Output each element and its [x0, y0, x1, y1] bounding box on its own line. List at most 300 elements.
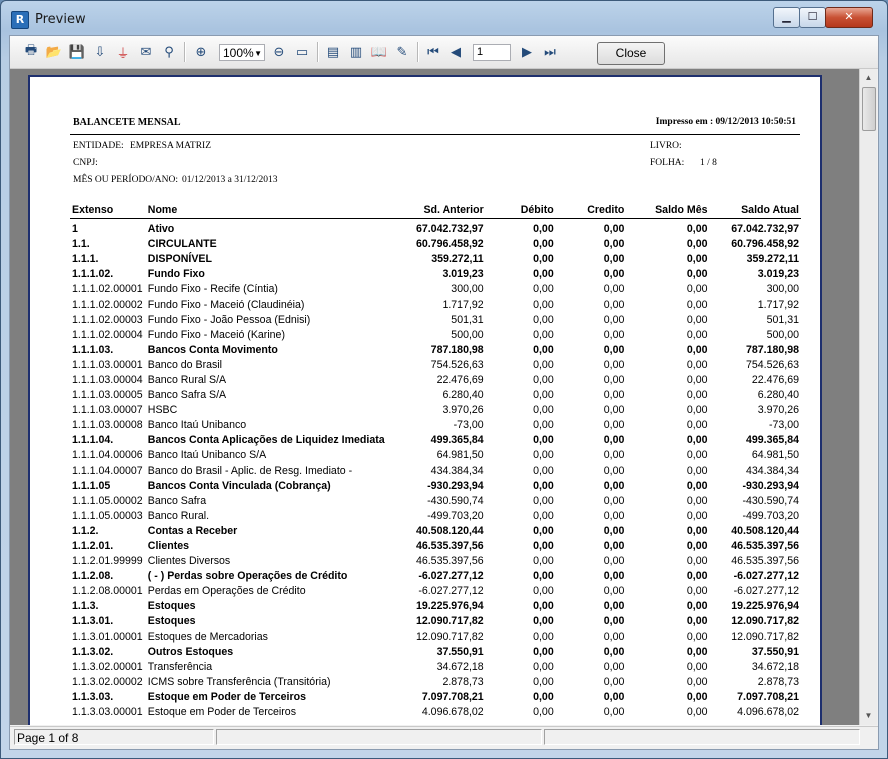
scroll-up-icon[interactable]: ▲ — [864, 73, 873, 82]
cell-saldo-mes: 0,00 — [686, 419, 708, 432]
cell-debito: 0,00 — [533, 690, 554, 703]
cell-extenso: 1.1.1.05.00003 — [72, 509, 143, 522]
cell-saldo-atual: -6.027.277,12 — [733, 570, 799, 583]
client-area — [9, 35, 879, 750]
cell-nome: Fundo Fixo - Maceió (Karine) — [147, 328, 285, 341]
table-row — [70, 433, 801, 448]
cell-saldo-atual: 67.042.732,97 — [731, 223, 799, 236]
cell-nome: Estoques — [147, 615, 196, 628]
cell-saldo-mes: 0,00 — [686, 600, 708, 613]
cell-extenso: 1.1.3.02.00002 — [72, 675, 143, 688]
cell-saldo-atual: 2.878,73 — [757, 675, 799, 688]
scroll-down-icon[interactable]: ▼ — [864, 711, 873, 720]
cell-sd-anterior: 500,00 — [451, 328, 484, 341]
table-row — [70, 373, 801, 388]
close-button[interactable]: Close — [597, 42, 665, 65]
cell-debito: 0,00 — [533, 313, 554, 326]
col-saldo-atual: Saldo Atual — [710, 202, 801, 219]
cell-saldo-mes: 0,00 — [686, 524, 708, 537]
book-icon[interactable]: 📖 — [370, 44, 388, 60]
cell-saldo-mes: 0,00 — [686, 389, 708, 402]
cell-credito: 0,00 — [603, 494, 625, 507]
cell-saldo-mes: 0,00 — [686, 223, 708, 236]
cell-saldo-atual: 434.384,34 — [745, 464, 799, 477]
cell-saldo-mes: 0,00 — [686, 540, 708, 553]
cell-nome: Estoque em Poder de Terceiros — [147, 690, 306, 703]
cell-debito: 0,00 — [533, 449, 554, 462]
cell-sd-anterior: -6.027.277,12 — [418, 585, 484, 598]
cell-extenso: 1.1.1.02. — [72, 268, 114, 281]
cell-saldo-mes: 0,00 — [686, 298, 708, 311]
table-row — [70, 509, 801, 524]
cell-saldo-mes: 0,00 — [686, 373, 708, 386]
cell-extenso: 1.1.3.02.00001 — [72, 660, 143, 673]
cell-saldo-atual: -73,00 — [768, 419, 799, 432]
cell-debito: 0,00 — [533, 268, 554, 281]
table-row — [70, 358, 801, 373]
cell-extenso: 1.1.2.01. — [72, 540, 114, 553]
cell-saldo-atual: 46.535.397,56 — [731, 540, 799, 553]
col-nome: Nome — [146, 202, 387, 219]
cell-saldo-atual: 60.796.458,92 — [731, 238, 799, 251]
table-row — [70, 343, 801, 358]
cell-credito: 0,00 — [603, 675, 625, 688]
cell-debito: 0,00 — [533, 600, 554, 613]
report-viewport[interactable] — [10, 69, 859, 725]
table-header-row — [70, 202, 801, 219]
cell-nome: Transferência — [147, 660, 213, 673]
table-row — [70, 494, 801, 509]
cell-extenso: 1.1.3.03. — [72, 690, 114, 703]
cell-saldo-atual: 754.526,63 — [745, 358, 799, 371]
cell-debito: 0,00 — [533, 373, 554, 386]
cell-debito: 0,00 — [533, 555, 554, 568]
cell-sd-anterior: 12.090.717,82 — [415, 630, 484, 643]
table-row — [70, 479, 801, 494]
cell-sd-anterior: 754.526,63 — [430, 358, 484, 371]
cell-credito: 0,00 — [603, 404, 625, 417]
cell-extenso: 1.1.1.03.00008 — [72, 419, 143, 432]
print-icon[interactable]: 🖶 — [24, 43, 38, 58]
cell-debito: 0,00 — [533, 389, 554, 402]
toolbar-separator — [317, 42, 319, 62]
cell-saldo-atual: 37.550,91 — [751, 645, 799, 658]
balance-table — [70, 202, 801, 720]
cell-saldo-atual: 501,31 — [766, 313, 799, 326]
cell-debito: 0,00 — [533, 645, 554, 658]
prev-page-icon[interactable]: ◀ — [451, 44, 461, 60]
cell-extenso: 1 — [72, 223, 78, 236]
cell-saldo-mes: 0,00 — [686, 555, 708, 568]
cell-sd-anterior: 67.042.732,97 — [415, 223, 484, 236]
cell-nome: Banco Itaú Unibanco — [147, 419, 247, 432]
cell-sd-anterior: 37.550,91 — [436, 645, 484, 658]
cell-debito: 0,00 — [533, 570, 554, 583]
cell-nome: CIRCULANTE — [147, 238, 217, 251]
cell-nome: Clientes Diversos — [147, 555, 231, 568]
open-icon[interactable]: 📂 — [45, 44, 63, 60]
cell-saldo-mes: 0,00 — [686, 404, 708, 417]
cell-nome: Ativo — [147, 223, 175, 236]
cell-saldo-mes: 0,00 — [686, 464, 708, 477]
cell-debito: 0,00 — [533, 660, 554, 673]
cell-saldo-atual: 34.672,18 — [751, 660, 799, 673]
cell-sd-anterior: -499.703,20 — [427, 509, 484, 522]
cell-saldo-atual: 19.225.976,94 — [731, 600, 799, 613]
table-row — [70, 705, 801, 720]
cell-extenso: 1.1.1.02.00003 — [72, 313, 143, 326]
close-window-button[interactable]: ✕ — [825, 7, 873, 28]
cell-saldo-mes: 0,00 — [686, 585, 708, 598]
cell-sd-anterior: 359.272,11 — [431, 253, 484, 266]
cell-saldo-mes: 0,00 — [686, 509, 708, 522]
cell-credito: 0,00 — [603, 253, 625, 266]
cell-saldo-mes: 0,00 — [686, 690, 708, 703]
cell-debito: 0,00 — [533, 253, 554, 266]
cell-credito: 0,00 — [603, 540, 625, 553]
cell-saldo-mes: 0,00 — [686, 238, 708, 251]
cell-debito: 0,00 — [533, 238, 554, 251]
find-icon[interactable]: ⚲ — [164, 44, 174, 60]
cell-nome: ( - ) Perdas sobre Operações de Crédito — [147, 570, 348, 583]
zoom-value: 100% — [223, 46, 254, 60]
table-body — [70, 219, 801, 721]
cell-nome: Estoques — [147, 600, 196, 613]
cell-nome: Bancos Conta Aplicações de Liquidez Imediata — [147, 434, 385, 447]
entidade-label: ENTIDADE: — [73, 141, 124, 151]
table-row — [70, 584, 801, 599]
cell-credito: 0,00 — [603, 343, 625, 356]
cell-sd-anterior: -430.590,74 — [427, 494, 484, 507]
cell-credito: 0,00 — [603, 313, 625, 326]
table-row — [70, 675, 801, 690]
email-icon[interactable]: ✉ — [140, 44, 152, 60]
table-row — [70, 313, 801, 328]
status-page: Page 1 of 8 — [14, 729, 214, 745]
table-row — [70, 539, 801, 554]
cell-debito: 0,00 — [533, 404, 554, 417]
report-page — [28, 75, 822, 725]
cell-sd-anterior: 3.019,23 — [442, 268, 484, 281]
col-extenso: Extenso — [70, 202, 146, 219]
cell-sd-anterior: 434.384,34 — [430, 464, 484, 477]
cell-saldo-mes: 0,00 — [686, 645, 708, 658]
pdf-icon[interactable]: ⏚ — [116, 46, 130, 62]
window-title: Preview — [35, 12, 86, 27]
cell-saldo-atual: 1.717,92 — [757, 298, 799, 311]
cell-saldo-mes: 0,00 — [686, 343, 708, 356]
cell-extenso: 1.1.1.04.00007 — [72, 464, 143, 477]
cell-saldo-mes: 0,00 — [686, 494, 708, 507]
last-page-icon[interactable]: ⏭ — [544, 44, 556, 60]
cell-credito: 0,00 — [603, 600, 625, 613]
cell-sd-anterior: -73,00 — [453, 419, 484, 432]
full-page-icon[interactable]: ▭ — [295, 44, 309, 60]
cell-credito: 0,00 — [603, 630, 625, 643]
cell-debito: 0,00 — [533, 283, 554, 296]
page-number-input[interactable]: 1 — [473, 44, 511, 61]
cell-extenso: 1.1.3.03.00001 — [72, 706, 143, 719]
cell-extenso: 1.1.3.02. — [72, 645, 114, 658]
livro-label: LIVRO: — [650, 141, 682, 151]
status-panel — [544, 729, 860, 745]
cell-nome: HSBC — [147, 404, 178, 417]
cell-debito: 0,00 — [533, 630, 554, 643]
cell-debito: 0,00 — [533, 494, 554, 507]
toolbar — [10, 36, 878, 69]
cell-saldo-atual: 499.365,84 — [745, 434, 799, 447]
cell-nome: Banco Itaú Unibanco S/A — [147, 449, 267, 462]
scroll-thumb[interactable] — [862, 87, 876, 131]
table-row — [70, 267, 801, 282]
cell-debito: 0,00 — [533, 358, 554, 371]
cell-credito: 0,00 — [603, 419, 625, 432]
cell-saldo-mes: 0,00 — [686, 434, 708, 447]
cell-saldo-mes: 0,00 — [686, 570, 708, 583]
chevron-down-icon: ▼ — [254, 49, 262, 58]
maximize-button[interactable]: ☐ — [799, 7, 826, 28]
cell-debito: 0,00 — [533, 524, 554, 537]
cell-credito: 0,00 — [603, 690, 625, 703]
cell-debito: 0,00 — [533, 509, 554, 522]
cell-extenso: 1.1.1.02.00002 — [72, 298, 143, 311]
cell-sd-anterior: 3.970,26 — [442, 404, 484, 417]
cell-saldo-mes: 0,00 — [686, 358, 708, 371]
cell-credito: 0,00 — [603, 389, 625, 402]
cell-sd-anterior: 40.508.120,44 — [415, 524, 484, 537]
cell-sd-anterior: -6.027.277,12 — [418, 570, 484, 583]
cell-nome: Estoques de Mercadorias — [147, 630, 268, 643]
cell-nome: Bancos Conta Movimento — [147, 343, 278, 356]
table-row — [70, 569, 801, 584]
cell-credito: 0,00 — [603, 268, 625, 281]
cell-extenso: 1.1.3. — [72, 600, 99, 613]
app-icon: R — [11, 11, 29, 29]
table-row — [70, 630, 801, 645]
cell-sd-anterior: 46.535.397,56 — [415, 555, 484, 568]
cell-debito: 0,00 — [533, 328, 554, 341]
save-icon[interactable]: 💾 — [68, 44, 86, 60]
cell-sd-anterior: 787.180,98 — [430, 343, 484, 356]
multi-page-icon[interactable]: ▥ — [349, 44, 363, 60]
cell-nome: ICMS sobre Transferência (Transitória) — [147, 675, 331, 688]
cell-credito: 0,00 — [603, 524, 625, 537]
cell-extenso: 1.1.1.04. — [72, 434, 114, 447]
zoom-in-icon[interactable]: ⊕ — [195, 44, 207, 60]
cell-sd-anterior: 12.090.717,82 — [415, 615, 484, 628]
cell-extenso: 1.1.1. — [72, 253, 99, 266]
cell-saldo-mes: 0,00 — [686, 660, 708, 673]
cell-sd-anterior: 300,00 — [451, 283, 484, 296]
cell-debito: 0,00 — [533, 343, 554, 356]
cell-debito: 0,00 — [533, 434, 554, 447]
table-row — [70, 237, 801, 252]
table-row — [70, 282, 801, 297]
report-title: BALANCETE MENSAL — [73, 117, 181, 128]
cell-nome: Clientes — [147, 540, 190, 553]
cell-saldo-mes: 0,00 — [686, 449, 708, 462]
cell-saldo-mes: 0,00 — [686, 479, 708, 492]
cell-credito: 0,00 — [603, 238, 625, 251]
cell-extenso: 1.1.1.03.00005 — [72, 389, 143, 402]
cell-credito: 0,00 — [603, 223, 625, 236]
first-page-icon[interactable]: ⏮ — [427, 44, 439, 60]
cell-saldo-mes: 0,00 — [686, 328, 708, 341]
next-page-icon[interactable]: ▶ — [522, 44, 532, 60]
cell-credito: 0,00 — [603, 706, 625, 719]
cell-saldo-mes: 0,00 — [686, 253, 708, 266]
col-debito: Débito — [486, 202, 556, 219]
cell-credito: 0,00 — [603, 509, 625, 522]
cell-extenso: 1.1. — [72, 238, 90, 251]
table-row — [70, 328, 801, 343]
cell-sd-anterior: 4.096.678,02 — [421, 706, 484, 719]
cell-debito: 0,00 — [533, 479, 554, 492]
toolbar-separator — [184, 42, 186, 62]
cell-saldo-atual: 40.508.120,44 — [731, 524, 799, 537]
table-row — [70, 388, 801, 403]
cell-saldo-atual: 46.535.397,56 — [731, 555, 799, 568]
table-row — [70, 554, 801, 569]
table-row — [70, 252, 801, 267]
zoom-select[interactable] — [219, 44, 265, 61]
cell-sd-anterior: 499.365,84 — [430, 434, 484, 447]
cell-saldo-atual: 787.180,98 — [745, 343, 799, 356]
cell-sd-anterior: 46.535.397,56 — [415, 540, 484, 553]
cell-extenso: 1.1.1.03.00004 — [72, 373, 143, 386]
cell-saldo-atual: 7.097.708,21 — [737, 690, 799, 703]
cell-saldo-atual: 359.272,11 — [746, 253, 799, 266]
cell-credito: 0,00 — [603, 555, 625, 568]
edit-icon[interactable]: ✎ — [396, 44, 408, 60]
cell-saldo-atual: 6.280,40 — [757, 389, 799, 402]
vertical-scrollbar[interactable] — [859, 69, 877, 725]
cell-nome: Banco Safra — [147, 494, 207, 507]
cell-sd-anterior: 64.981,50 — [436, 449, 484, 462]
cell-saldo-mes: 0,00 — [686, 268, 708, 281]
cell-saldo-mes: 0,00 — [686, 313, 708, 326]
cell-saldo-atual: 500,00 — [766, 328, 799, 341]
minimize-button[interactable]: ▁ — [773, 7, 800, 28]
cell-debito: 0,00 — [533, 706, 554, 719]
cell-extenso: 1.1.1.05.00002 — [72, 494, 143, 507]
cell-debito: 0,00 — [533, 585, 554, 598]
cell-debito: 0,00 — [533, 464, 554, 477]
cell-credito: 0,00 — [603, 373, 625, 386]
cell-debito: 0,00 — [533, 223, 554, 236]
table-row — [70, 448, 801, 463]
cell-debito: 0,00 — [533, 298, 554, 311]
folha-value: 1 / 8 — [700, 158, 717, 168]
cell-sd-anterior: 34.672,18 — [436, 660, 484, 673]
table-row — [70, 645, 801, 660]
cell-saldo-mes: 0,00 — [686, 615, 708, 628]
cell-credito: 0,00 — [603, 449, 625, 462]
cell-credito: 0,00 — [603, 479, 625, 492]
table-row — [70, 614, 801, 629]
cell-nome: Fundo Fixo - João Pessoa (Ednisi) — [147, 313, 311, 326]
cell-sd-anterior: 22.476,69 — [436, 373, 484, 386]
cell-saldo-mes: 0,00 — [686, 630, 708, 643]
table-row — [70, 464, 801, 479]
cell-credito: 0,00 — [603, 570, 625, 583]
cell-nome: Banco Rural S/A — [147, 373, 227, 386]
cell-extenso: 1.1.1.03.00007 — [72, 404, 143, 417]
cell-saldo-atual: -930.293,94 — [742, 479, 799, 492]
cell-credito: 0,00 — [603, 615, 625, 628]
cell-debito: 0,00 — [533, 615, 554, 628]
table-row — [70, 297, 801, 312]
cell-sd-anterior: -930.293,94 — [427, 479, 484, 492]
zoom-out-icon[interactable]: ⊖ — [273, 44, 285, 60]
single-page-icon[interactable]: ▤ — [326, 44, 340, 60]
export-icon[interactable]: ⇩ — [94, 44, 106, 60]
cell-debito: 0,00 — [533, 675, 554, 688]
periodo-value: 01/12/2013 a 31/12/2013 — [182, 175, 278, 185]
col-sd-anterior: Sd. Anterior — [387, 202, 486, 219]
cell-saldo-atual: 12.090.717,82 — [731, 630, 799, 643]
status-panel — [216, 729, 542, 745]
cell-credito: 0,00 — [603, 645, 625, 658]
cell-sd-anterior: 6.280,40 — [442, 389, 484, 402]
cell-saldo-atual: 3.019,23 — [757, 268, 799, 281]
cell-saldo-atual: 22.476,69 — [751, 373, 799, 386]
col-saldo-mes: Saldo Mês — [626, 202, 709, 219]
table-row — [70, 418, 801, 433]
header-divider — [70, 134, 800, 135]
cell-sd-anterior: 1.717,92 — [442, 298, 484, 311]
cell-nome: Fundo Fixo — [147, 268, 205, 281]
cell-saldo-mes: 0,00 — [686, 283, 708, 296]
cell-nome: Bancos Conta Vinculada (Cobrança) — [147, 479, 331, 492]
cnpj-label: CNPJ: — [73, 158, 98, 168]
cell-extenso: 1.1.1.04.00006 — [72, 449, 143, 462]
cell-extenso: 1.1.2.08. — [72, 570, 114, 583]
cell-extenso: 1.1.1.03.00001 — [72, 358, 143, 371]
cell-credito: 0,00 — [603, 660, 625, 673]
cell-credito: 0,00 — [603, 358, 625, 371]
cell-sd-anterior: 2.878,73 — [442, 675, 484, 688]
cell-nome: Banco Rural. — [147, 509, 210, 522]
col-credito: Credito — [556, 202, 627, 219]
table-row — [70, 660, 801, 675]
table-row — [70, 219, 801, 238]
cell-credito: 0,00 — [603, 283, 625, 296]
cell-nome: Fundo Fixo - Maceió (Claudinéia) — [147, 298, 305, 311]
cell-extenso: 1.1.1.03. — [72, 343, 114, 356]
cell-nome: DISPONÍVEL — [147, 253, 212, 266]
cell-extenso: 1.1.1.05 — [72, 479, 111, 492]
cell-saldo-atual: 4.096.678,02 — [737, 706, 799, 719]
table-row — [70, 524, 801, 539]
table-row — [70, 599, 801, 614]
cell-credito: 0,00 — [603, 585, 625, 598]
cell-extenso: 1.1.1.02.00001 — [72, 283, 143, 296]
cell-saldo-atual: 3.970,26 — [757, 404, 799, 417]
cell-debito: 0,00 — [533, 540, 554, 553]
cell-extenso: 1.1.2.08.00001 — [72, 585, 143, 598]
cell-nome: Banco do Brasil — [147, 358, 222, 371]
cell-extenso: 1.1.3.01.00001 — [72, 630, 143, 643]
cell-saldo-atual: -499.703,20 — [742, 509, 799, 522]
cell-nome: Fundo Fixo - Recife (Cíntia) — [147, 283, 278, 296]
title-bar[interactable] — [1, 1, 887, 35]
periodo-label: MÊS OU PERÍODO/ANO: — [73, 175, 179, 185]
cell-extenso: 1.1.1.02.00004 — [72, 328, 143, 341]
cell-nome: Contas a Receber — [147, 524, 238, 537]
entidade-value: EMPRESA MATRIZ — [130, 141, 212, 151]
cell-saldo-atual: -6.027.277,12 — [733, 585, 799, 598]
